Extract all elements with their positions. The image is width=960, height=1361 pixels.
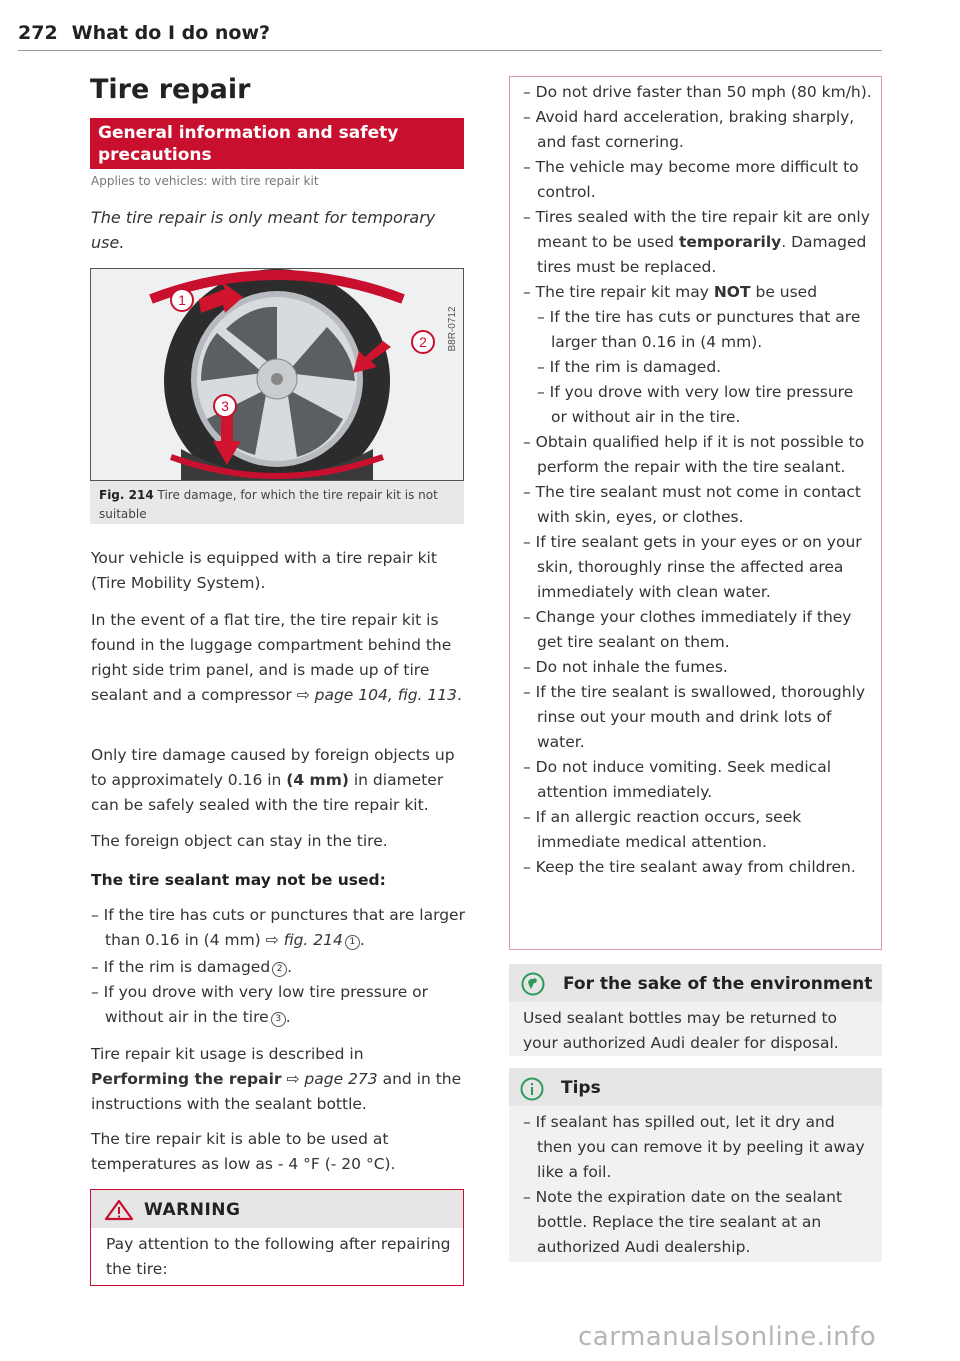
warning-subitem: – If you drove with very low tire pressure or without air in the tire. xyxy=(537,383,854,426)
warning-item: – Keep the tire sealant away from children. xyxy=(523,858,856,876)
paragraph-3-bold: (4 mm) xyxy=(286,771,349,789)
tire-figure xyxy=(90,268,464,481)
paragraph-4: The foreign object can stay in the tire. xyxy=(91,832,388,850)
warning-subitem: – If the rim is damaged. xyxy=(537,358,722,376)
applies-note: Applies to vehicles: with tire repair kit xyxy=(91,174,319,188)
page-104-link[interactable]: ⇨ page 104, fig. 113 xyxy=(296,686,457,704)
warning-item: – If tire sealant gets in your eyes or on your skin, thoroughly rinse the affected area immediately with clean water. xyxy=(523,533,862,601)
environment-title: For the sake of the environment xyxy=(563,974,873,994)
warning-item: – The tire sealant must not come in contact with skin, eyes, or clothes. xyxy=(523,483,861,526)
svg-text:1: 1 xyxy=(178,292,186,308)
paragraph-3-text: Only tire damage caused by foreign objects up to approximately 0.16 in xyxy=(91,746,455,789)
svg-text:3: 3 xyxy=(221,398,229,414)
warning-item-bold: temporarily xyxy=(678,233,782,251)
warning-item-temporarily xyxy=(523,205,873,280)
figure-caption xyxy=(99,486,449,524)
svg-text:2: 2 xyxy=(419,334,427,350)
bullet-cuts-text: – If the tire has cuts or punctures that are larger than 0.16 in (4 mm) xyxy=(91,906,465,949)
warning-list xyxy=(523,80,873,880)
figure-label: Fig. 214 xyxy=(99,488,154,502)
tips-title: Tips xyxy=(561,1078,601,1098)
marker-1: 1 xyxy=(345,935,360,950)
header-rule xyxy=(18,50,882,51)
warning-item-bold: NOT xyxy=(713,283,751,301)
bullet-rim-text: – If the rim is damaged xyxy=(91,958,271,976)
paragraph-5-end: and in the instructions with the sealant bottle. xyxy=(91,1070,462,1113)
warning-item: – Change your clothes immediately if they get tire sealant on them. xyxy=(523,608,852,651)
warning-icon xyxy=(104,1199,134,1221)
page-number: 272 xyxy=(18,22,58,44)
warning-item-not-used xyxy=(523,280,873,305)
warning-item-end: . Damaged tires must be replaced. xyxy=(537,233,867,276)
paragraph-5-text: Tire repair kit usage is described in xyxy=(91,1045,364,1063)
warning-subitem: – If the tire has cuts or punctures that are larger than 0.16 in (4 mm). xyxy=(537,308,861,351)
bullet-pressure-text: – If you drove with very low tire pressure or without air in the tire xyxy=(91,983,429,1026)
environment-icon xyxy=(521,972,545,996)
subheading-not-used: The tire sealant may not be used: xyxy=(91,871,386,889)
tire-illustration xyxy=(91,269,463,480)
watermark: carmanualsonline.info xyxy=(578,1322,877,1352)
bullet-cuts: – If the tire has cuts or punctures that are larger than 0.16 in (4 mm) ⇨ fig. 214 1 . xyxy=(91,906,465,949)
running-header xyxy=(18,22,270,44)
bullet-rim: – If the rim is damaged 2 . xyxy=(91,958,293,976)
paragraph-6: The tire repair kit is able to be used at temperatures as low as - 4 °F (- 20 °C). xyxy=(91,1130,396,1173)
warning-item-end: be used xyxy=(750,283,818,301)
paragraph-3-end: in diameter can be safely sealed with the tire repair kit. xyxy=(91,771,444,814)
paragraph-1: Your vehicle is equipped with a tire repair kit (Tire Mobility System). xyxy=(91,549,437,592)
warning-intro: Pay attention to the following after repairing the tire: xyxy=(106,1235,451,1278)
figure-code: B8R-0712 xyxy=(447,306,458,352)
warning-item: – Do not drive faster than 50 mph (80 km/h). xyxy=(523,83,872,101)
warning-item-text: – Tires sealed with the tire repair kit are only meant to be used xyxy=(523,208,870,251)
warning-item: – Do not inhale the fumes. xyxy=(523,658,728,676)
bullet-pressure: – If you drove with very low tire pressure or without air in the tire 3 . xyxy=(91,983,429,1026)
tips-item: – If sealant has spilled out, let it dry and then you can remove it by peeling it away like a foil. xyxy=(523,1113,865,1181)
marker-3: 3 xyxy=(271,1012,286,1027)
warning-item: – The vehicle may become more difficult to control. xyxy=(523,158,859,201)
paragraph-2-end: . xyxy=(457,686,462,704)
environment-text: Used sealant bottles may be returned to your authorized Audi dealer for disposal. xyxy=(523,1009,839,1052)
paragraph-2 xyxy=(91,608,465,708)
warning-item: – Avoid hard acceleration, braking sharply, and fast cornering. xyxy=(523,108,855,151)
figure-caption-text: Tire damage, for which the tire repair kit is not suitable xyxy=(99,488,438,521)
tips-list xyxy=(523,1110,873,1260)
paragraph-5 xyxy=(91,1042,465,1117)
fig-214-link[interactable]: ⇨ fig. 214 xyxy=(265,931,343,949)
intro-text: The tire repair is only meant for temporary use. xyxy=(91,208,436,252)
tips-item: – Note the expiration date on the sealant bottle. Replace the tire sealant at an authorized Audi dealership. xyxy=(523,1188,843,1256)
paragraph-3 xyxy=(91,743,465,818)
warning-item-text: – The tire repair kit may xyxy=(523,283,714,301)
info-icon xyxy=(520,1077,544,1101)
subsection-heading: General information and safety precautions xyxy=(90,118,464,169)
warning-item: – Do not induce vomiting. Seek medical attention immediately. xyxy=(523,758,831,801)
warning-item: – If the tire sealant is swallowed, thoroughly rinse out your mouth and drink lots of water. xyxy=(523,683,866,751)
paragraph-5-bold: Performing the repair xyxy=(91,1070,282,1088)
page-273-link[interactable]: ⇨ page 273 xyxy=(281,1070,378,1088)
warning-item: – Obtain qualified help if it is not possible to perform the repair with the tire sealant. xyxy=(523,433,865,476)
paragraph-2-text: In the event of a flat tire, the tire repair kit is found in the luggage compartment behind the right side trim panel, and is made up of tire sealant and a compressor xyxy=(91,611,452,704)
marker-2: 2 xyxy=(272,962,287,977)
section-title: What do I do now? xyxy=(71,22,271,44)
warning-title: WARNING xyxy=(144,1200,241,1220)
page-title: Tire repair xyxy=(90,74,251,105)
warning-item: – If an allergic reaction occurs, seek immediate medical attention. xyxy=(523,808,802,851)
